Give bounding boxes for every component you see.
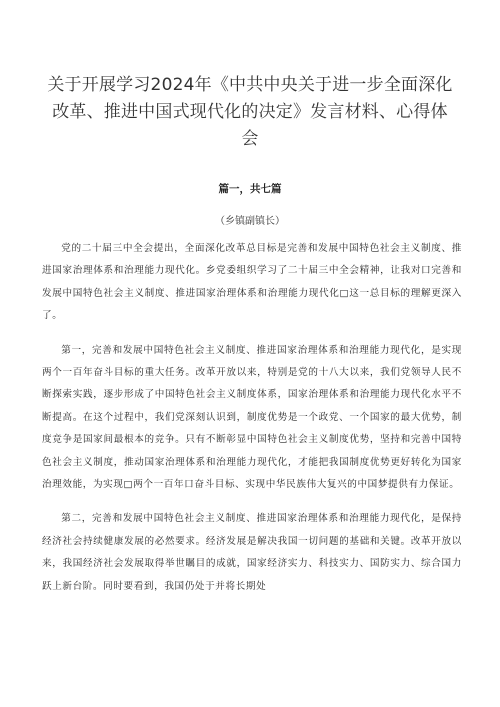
author-role-subheading: （乡镇副镇长） — [215, 216, 285, 227]
document-body — [42, 238, 462, 610]
paragraph-1: 党的二十届三中全会提出，全面深化改革总目标是完善和发展中国特色社会主义制度、推进国家治理体系和治理能力现代化。乡党委组织学习了二十届三中全会精神，让我对口完善和发展中国特色社会主义制度、推进国家治理体系和治理能力现代化□这一总目标的理解更深入了。 — [42, 243, 462, 322]
paragraph-3: 第二，完善和发展中国特色社会主义制度、推进国家治理体系和治理能力现代化，是保持经济社会持续健康发展的必然要求。经济发展是解决我国一切问题的基础和关键。改革开放以来，我国经济社会发展取得举世瞩目的成就，国家经济实力、科技实力、国防实力、综合国力跃上新台阶。同时要看到，我国仍处于并将长期处 — [42, 513, 462, 592]
paragraph-2: 第一，完善和发展中国特色社会主义制度、推进国家治理体系和治理能力现代化，是实现两个一百年奋斗目标的重大任务。改革开放以来，特别是党的十八大以来，我们党领导人民不断探索实践，逐步形成了中国特色社会主义制度体系，国家治理体系和治理能力现代化水平不断提高。在这个过程中，我们党深刻认识到，制度优势是一个政党、一个国家的最大优势，制度竞争是国家间最根本的竞争。只有不断彰显中国特色社会主义制度优势，坚持和完善中国特色社会主义制度，推动国家治理体系和治理能力现代化，才能把我国制度优势更好转化为国家治理效能，为实现□两个一百年口奋斗目标、实现中华民族伟大复兴的中国梦提供有力保证。 — [42, 344, 462, 491]
section-heading: 篇一，共七篇 — [218, 183, 282, 195]
document-title — [40, 72, 460, 153]
title-line-3: 会 — [241, 129, 259, 149]
title-line-2: 改革、推进中国式现代化的决定》发言材料、心得体 — [52, 102, 448, 122]
title-line-1: 关于开展学习2024年《中共中央关于进一步全面深化 — [47, 75, 453, 95]
